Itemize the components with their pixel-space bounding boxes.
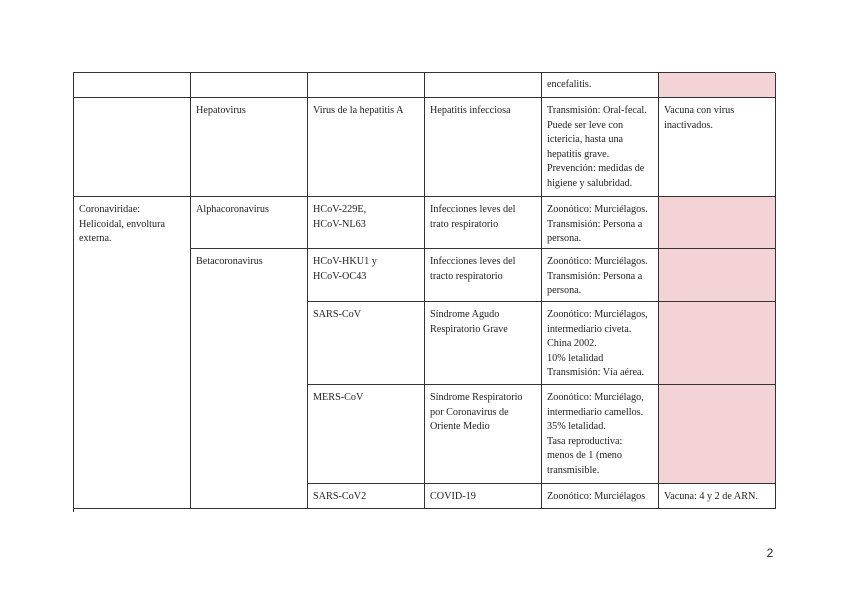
table-cell-vaccine-highlight <box>659 197 776 249</box>
table-cell-disease: Hepatitis infecciosa <box>425 98 542 197</box>
table-cell-virus: SARS-CoV <box>308 302 425 385</box>
table-cell-disease <box>425 73 542 98</box>
table-cell-virus: MERS-CoV <box>308 385 425 484</box>
table-cell-virus: SARS-CoV2 <box>308 484 425 509</box>
table-cell-disease: Infecciones leves del trato respiratorio <box>425 197 542 249</box>
table-cell-family <box>74 73 191 98</box>
table-cell-virus <box>308 73 425 98</box>
table-cell-genus: Hepatovirus <box>191 98 308 197</box>
table-cell-notes: Zoonótico: Murciélagos <box>542 484 659 509</box>
table-cell-vaccine-highlight <box>659 249 776 302</box>
table-cell-disease: Síndrome Agudo Respiratorio Grave <box>425 302 542 385</box>
table-cell-virus: HCoV-HKU1 y HCoV-OC43 <box>308 249 425 302</box>
virus-table <box>73 72 775 512</box>
table-cell-vaccine-highlight <box>659 302 776 385</box>
page-number: 2 <box>766 546 774 560</box>
table-cell-vaccine-highlight <box>659 73 776 98</box>
table-cell-genus-betacoronavirus: Betacoronavirus <box>191 249 308 509</box>
table-cell-virus: Virus de la hepatitis A <box>308 98 425 197</box>
table-cell-disease: COVID-19 <box>425 484 542 509</box>
table-cell-vaccine-highlight <box>659 385 776 484</box>
table-cell-disease: Infecciones leves del tracto respiratorio <box>425 249 542 302</box>
table-cell-genus: Alphacoronavirus <box>191 197 308 249</box>
table-cell-genus <box>191 73 308 98</box>
table-cell-vaccine: Vacuna con virus inactivados. <box>659 98 776 197</box>
table-cell-notes: Zoonótico: Murciélago, intermediario camellos. 35% letalidad. Tasa reproductiva: menos de 1 (meno transmisible. <box>542 385 659 484</box>
table-cell-disease: Síndrome Respiratorio por Coronavirus de Oriente Medio <box>425 385 542 484</box>
table-cell-notes: Zoonótico: Murciélagos. Transmisión: Persona a persona. <box>542 249 659 302</box>
table-cell-notes: Zoonótico: Murciélagos, intermediario civeta. China 2002. 10% letalidad Transmisión: Vía aérea. <box>542 302 659 385</box>
table-cell-family-coronaviridae: Coronaviridae: Helicoidal, envoltura externa. <box>74 197 191 509</box>
table-cell-notes: Zoonótico: Murciélagos. Transmisión: Persona a persona. <box>542 197 659 249</box>
table-cell-virus: HCoV-229E, HCoV-NL63 <box>308 197 425 249</box>
table-cell-vaccine: Vacuna: 4 y 2 de ARN. <box>659 484 776 509</box>
table-cell-notes: Transmisión: Oral-fecal. Puede ser leve con ictericia, hasta una hepatitis grave. Prevención: medidas de higiene y salubridad. <box>542 98 659 197</box>
table-cell-notes: encefalitis. <box>542 73 659 98</box>
table-cell-family <box>74 98 191 197</box>
